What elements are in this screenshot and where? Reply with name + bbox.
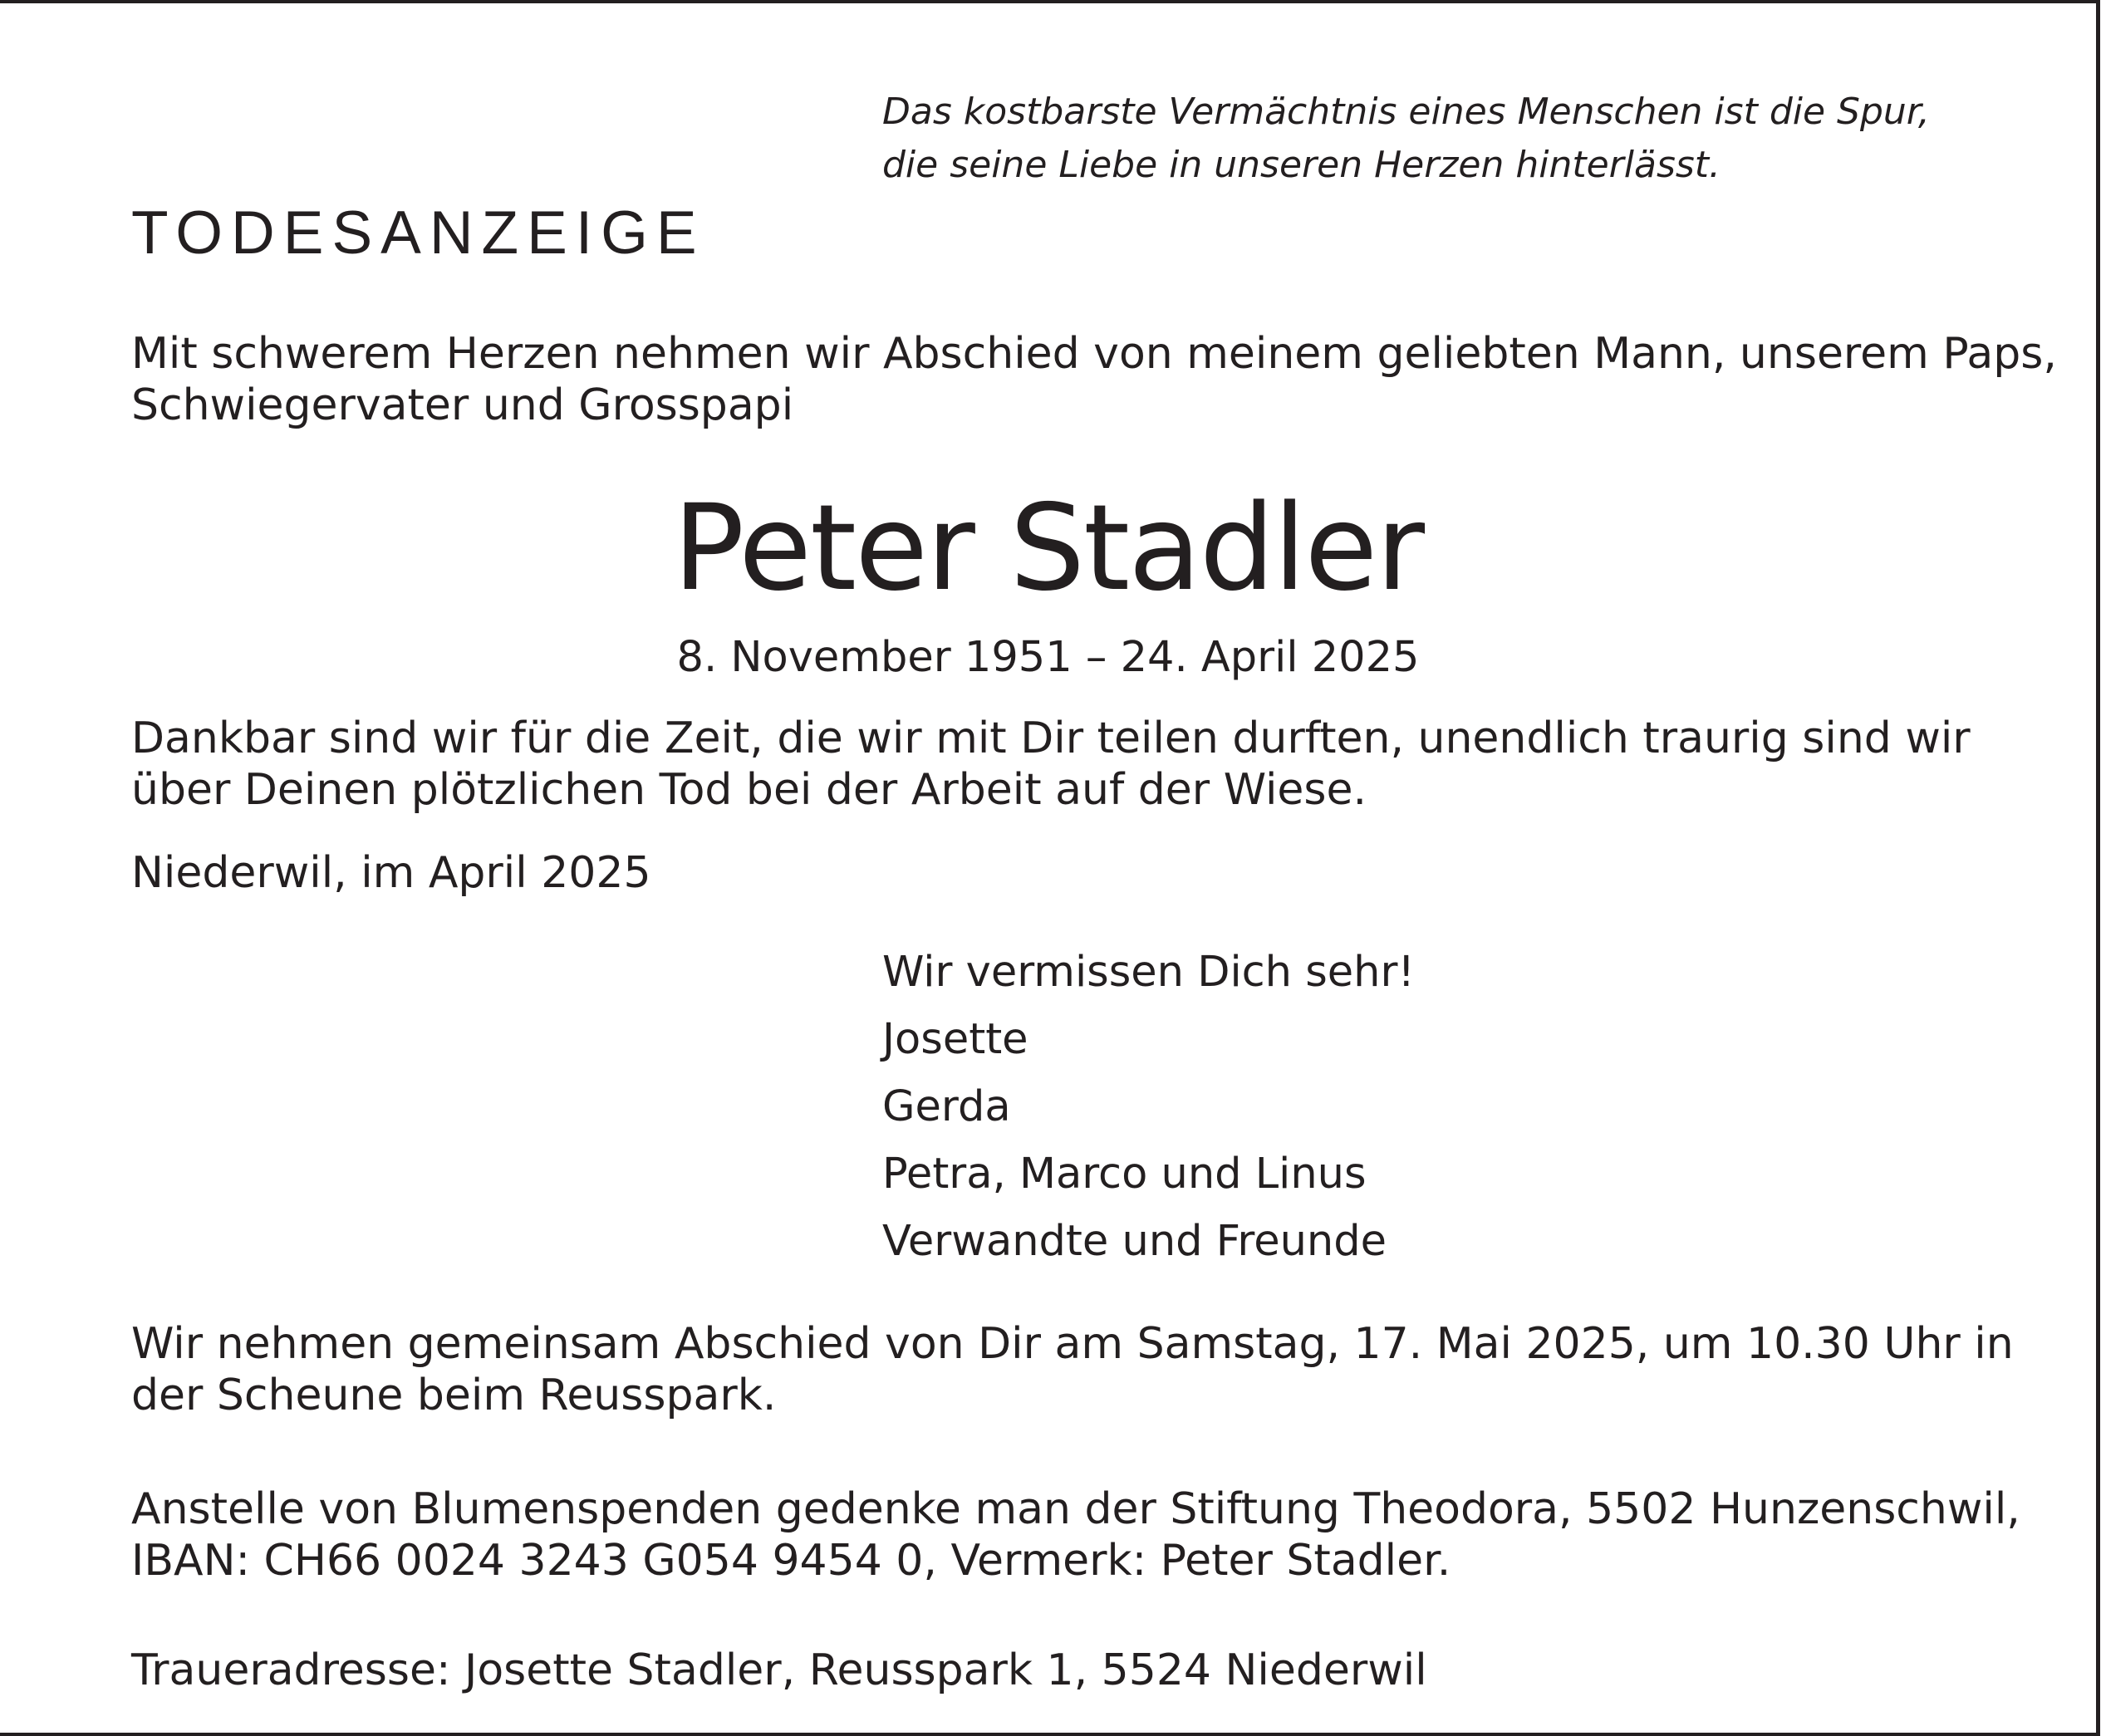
signers-line: Verwandte und Freunde	[882, 1217, 1387, 1266]
intro-line: Mit schwerem Herzen nehmen wir Abschied von meinem geliebten Mann, unserem Paps,	[131, 329, 2057, 379]
signers-line: Wir vermissen Dich sehr!	[882, 948, 1415, 997]
donation-line: Anstelle von Blumenspenden gedenke man der Stiftung Theodora, 5502 Hunzenschwil,	[131, 1484, 2020, 1534]
place-and-date: Niederwil, im April 2025	[131, 848, 651, 898]
ceremony-line: der Scheune beim Reusspark.	[131, 1371, 777, 1420]
gratitude-paragraph	[131, 713, 1971, 816]
signers-line: Gerda	[882, 1082, 1011, 1131]
motto-line: die seine Liebe in unseren Herzen hinterlässt.	[882, 144, 1721, 186]
donation-line: IBAN: CH66 0024 3243 G054 9454 0, Vermerk: Peter Stadler.	[131, 1536, 1451, 1586]
intro-line: Schwiegervater und Grosspapi	[131, 380, 794, 430]
signers-line: Petra, Marco und Linus	[882, 1150, 1367, 1199]
signers-line: Josette	[882, 1015, 1028, 1064]
signers-list	[882, 939, 1415, 1275]
intro-paragraph	[131, 328, 2057, 431]
donation-paragraph	[131, 1483, 2020, 1586]
motto-line: Das kostbarste Vermächtnis eines Menschen ist die Spur,	[882, 91, 1930, 133]
life-dates: 8. November 1951 – 24. April 2025	[676, 633, 1420, 682]
motto-quote	[882, 86, 1930, 192]
ceremony-line: Wir nehmen gemeinsam Abschied von Dir am Samstag, 17. Mai 2025, um 10.30 Uhr in	[131, 1319, 2014, 1369]
notice-heading: TODESANZEIGE	[131, 199, 705, 267]
mourning-address: Traueradresse: Josette Stadler, Reusspark 1, 5524 Niederwil	[131, 1645, 1427, 1695]
ceremony-paragraph	[131, 1318, 2014, 1421]
gratitude-line: über Deinen plötzlichen Tod bei der Arbeit auf der Wiese.	[131, 765, 1367, 815]
gratitude-line: Dankbar sind wir für die Zeit, die wir mit Dir teilen durften, unendlich traurig sind wir	[131, 714, 1971, 763]
deceased-name: Peter Stadler	[672, 478, 1424, 617]
